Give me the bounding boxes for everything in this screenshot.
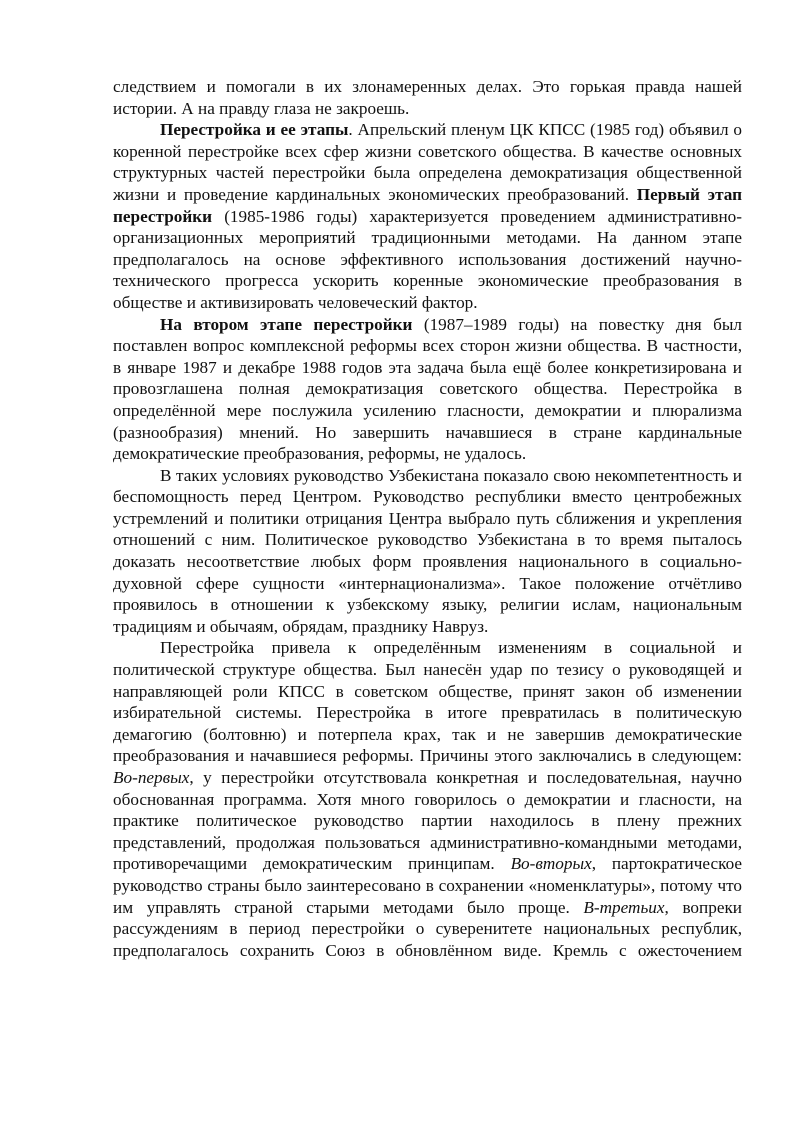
paragraph-perestroika-stages: [113, 119, 742, 313]
section-heading-perestroika-stages: Перестройка и ее этапы: [160, 120, 349, 140]
bold-term-second-stage: На втором этапе перестройки: [160, 314, 413, 334]
text-run: . Апрельский пленум ЦК КПСС (1985 год) объявил о коренной перестройке всех сфер жизни советского общества. В качестве основных структурных частей перестройки была определена демократизация общественной жизни и проведение кардинальных экономических преобразований.: [113, 120, 742, 204]
text-run: , партократическое руководство страны было заинтересовано в сохранении «номенклатуры», потому что им управлять страной старыми методами было проще.: [113, 854, 742, 917]
italic-term-third: В-третьих: [583, 897, 665, 917]
text-run: (1987–1989 годы) на повестку дня был поставлен вопрос комплексной реформы всех сторон жизни общества. В частности, в январе 1987 и декабре 1988 годов эта задача была ещё более конкретизирована и провозглашена полная демократизация советского общества. Перестройка в определённой мере послужила усилению гласности, демократии и плюрализма (разнообразия) мнений. Но завершить начавшиеся в стране кардинальные демократические преобразования, реформы, не удалось.: [113, 314, 742, 464]
italic-term-first: Во-первых: [113, 768, 190, 787]
paragraph-perestroika-results: [113, 637, 742, 961]
italic-term-second: Во-вторых: [510, 854, 592, 874]
paragraph-intro-fragment: [113, 76, 742, 119]
paragraph-second-stage: [113, 314, 742, 465]
document-page: [113, 76, 742, 961]
text-run: , вопреки рассуждениям в период перестройки о суверенитете национальных республик, предполагалось сохранить Союз в обновлённом виде. Кремль с ожесточением: [113, 897, 742, 960]
paragraph-uzbekistan-leadership: [113, 465, 742, 638]
bold-term-first-stage: Первый этап перестройки: [113, 184, 742, 226]
text-run: В таких условиях руководство Узбекистана показало свою некомпетентность и беспомощность перед Центром. Руководство республики вместо центробежных устремлений и политики отрицания Центра выбрало путь сближения и укрепления отношений с ним. Политическое руководство Узбекистана в то время пыталось доказать несоответствие любых форм проявления национального в социально-духовной сфере сущности «интернационализма». Такое положение отчётливо проявилось в отношении к узбекскому языку, религии ислам, национальным традициям и обычаям, обрядам, празднику Навруз.: [113, 465, 742, 636]
text-run: Перестройка привела к определённым изменениям в социальной и политической структуре общества. Был нанесён удар по тезису о руководящей и направляющей роли КПСС в советском обществе, принят закон об изменении избирательной системы. Перестройка в итоге превратилась в политическую демагогию (болтовню) и потерпела крах, так и не завершив демократические преобразования и начавшиеся реформы. Причины этого заключались в следующем:: [113, 638, 742, 766]
text-run: (1985-1986 годы) характеризуется проведением административно-организационных мероприятий традиционными методами. На данном этапе предполагалось на основе эффективного использования достижений научно-технического прогресса ускорить коренные экономические преобразования в обществе и активизировать человеческий фактор.: [113, 206, 742, 312]
text-run: следствием и помогали в их злонамеренных делах. Это горькая правда нашей истории. А на правду глаза не закроешь.: [113, 77, 742, 118]
text-run: , у перестройки отсутствовала конкретная и последовательная, научно обоснованная программа. Хотя много говорилось о демократии и гласности, на практике политическое руководство партии находилось в плену прежних представлений, продолжая пользоваться административно-командными методами, противоречащими демократическим принципам.: [113, 768, 742, 874]
